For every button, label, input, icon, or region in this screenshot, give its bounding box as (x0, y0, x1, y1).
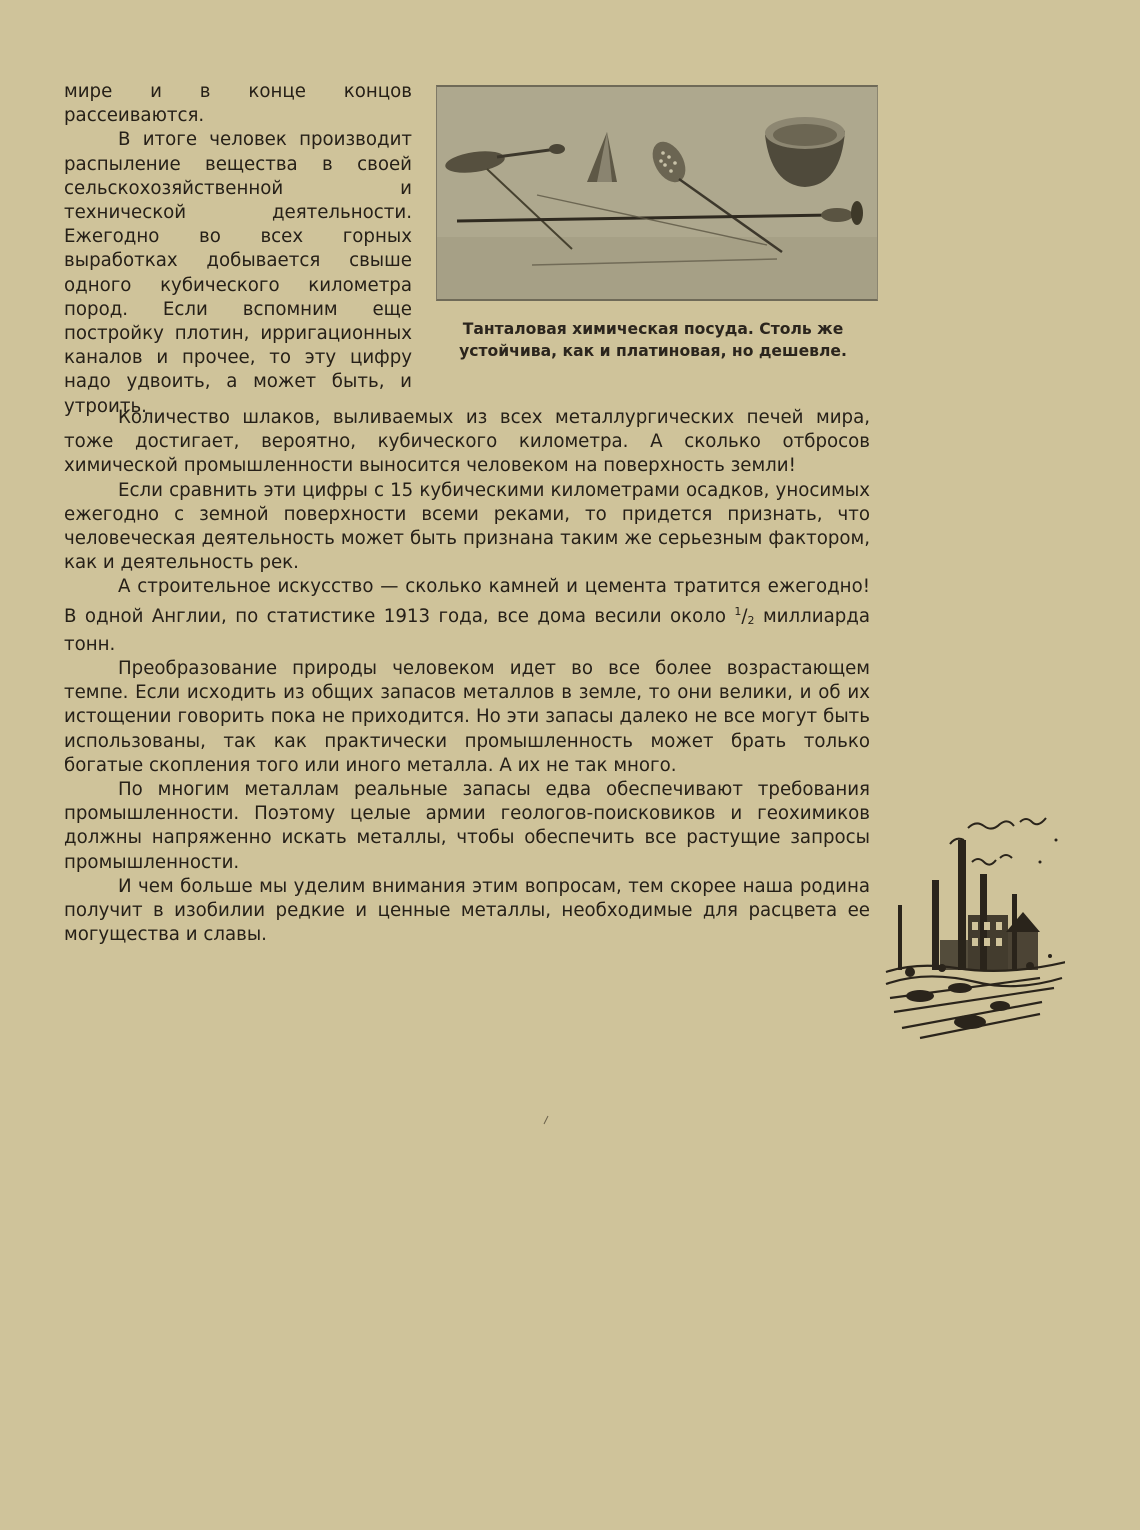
paper-speck (543, 1115, 549, 1125)
paragraph-dispersion: В итоге человек производит распыление вещества в своей сельскохозяйственной и технической деятельности. Ежегодно во всех горных выработках добывается свыше одного кубического километра пород. Если вспомним еще постройку плотин, ирригационных каналов и прочее, то эту цифру надо удвоить, а может быть, и утроить. (64, 129, 412, 417)
paragraph-continuation: мире и в конце концов рассеиваются. (64, 81, 412, 127)
construction-text-start: А строительное искусство — сколько камней и цемента тратится ежегодно! В одной Англии, по статистике 1913 года, все дома весили около (64, 576, 870, 627)
factory-illustration-icon (880, 800, 1065, 1040)
fraction-numerator: 1 (734, 604, 742, 618)
main-body-text (64, 406, 870, 947)
construction-text-end: миллиарда тонн. (64, 605, 870, 655)
tantalum-labware-photo (436, 85, 878, 301)
photo-caption: Танталовая химическая посуда. Столь же устойчива, как и платиновая, но дешевле. (459, 320, 847, 360)
paragraph-slag: Количество шлаков, выливаемых из всех металлургических печей мира, тоже достигает, вероятно, кубического километра. А сколько отбросов химической промышленности выносится человеком на поверхность земли! (64, 407, 870, 477)
paragraph-reserves: По многим металлам реальные запасы едва обеспечивают требования промышленности. Поэтому целые армии геологов-поисковиков и геохимиков должны напряженно искать металлы, чтобы обеспечить все растущие запросы промышленности. (64, 779, 870, 873)
paragraph-construction: А строительное искусство — сколько камней и цемента тратится ежегодно! В одной Англии, по статистике 1913 года, все дома весили около $^1/_2$ миллиарда тонн. (64, 576, 870, 655)
fraction-denominator: 2 (747, 613, 755, 627)
paragraph-transformation: Преобразование природы человеком идет во все более возрастающем темпе. Если исходить из общих запасов металлов в земле, то они велики, и об их истощении говорить пока не приходится. Но эти запасы далеко не все могут быть использованы, так как практически промышленность может брать только богатые скопления того или иного металла. А их не так много. (64, 658, 870, 776)
paragraph-conclusion: И чем больше мы уделим внимания этим вопросам, тем скорее наша родина получит в изобилии редкие и ценные металлы, необходимые для расцвета ее могущества и славы. (64, 875, 870, 946)
left-column-text (64, 80, 412, 419)
paragraph-rivers: Если сравнить эти цифры с 15 кубическими километрами осадков, уносимых ежегодно с земной поверхности всеми реками, то придется признать, что человеческая деятельность может быть признана таким же серьезным фактором, как и деятельность рек. (64, 479, 870, 574)
